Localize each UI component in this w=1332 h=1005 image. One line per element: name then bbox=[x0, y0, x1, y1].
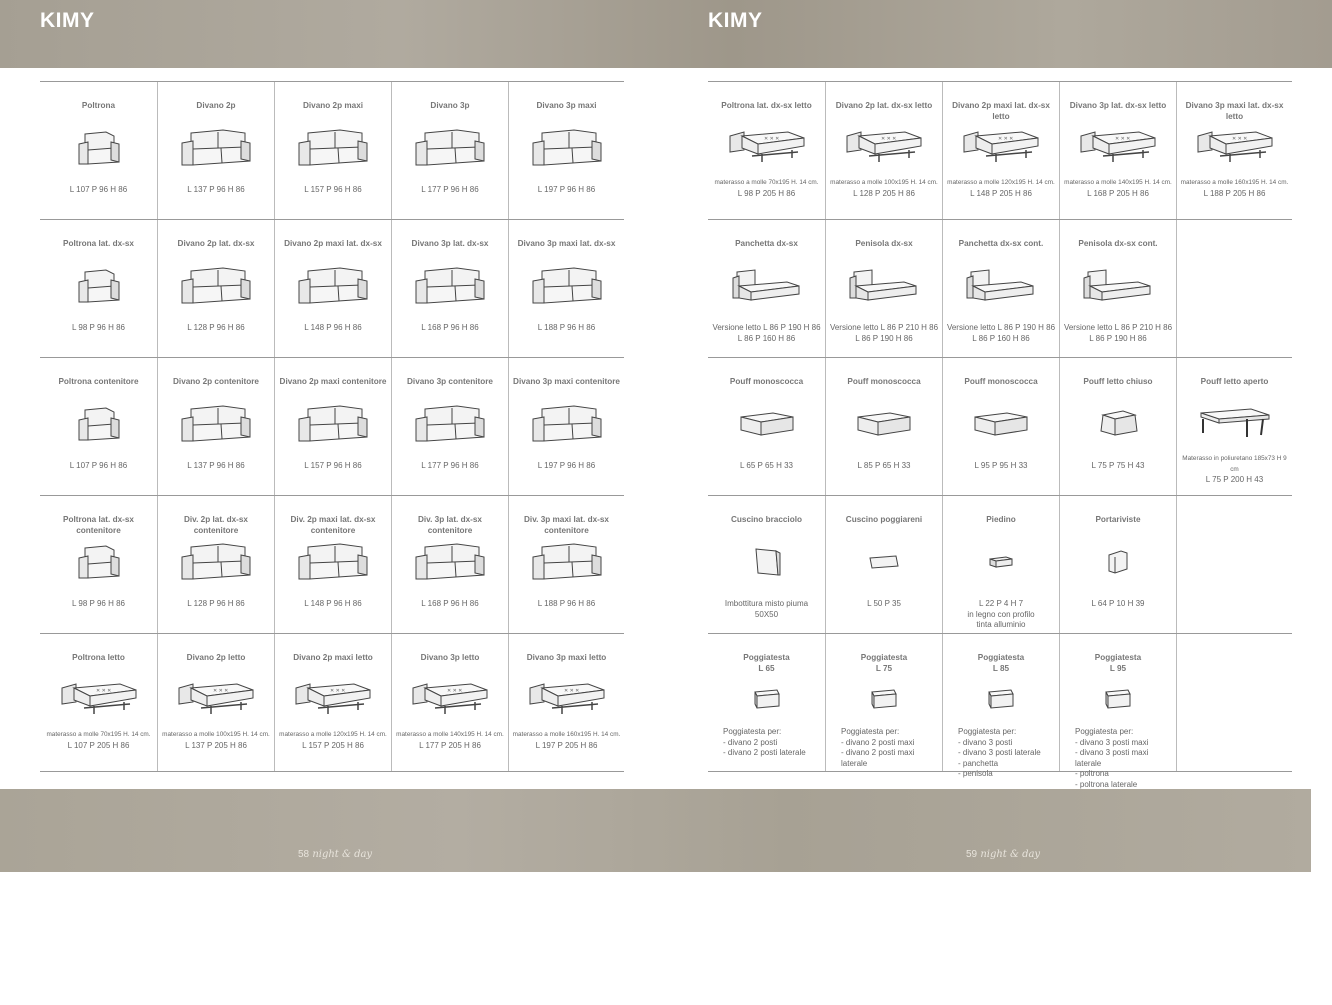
product-dimensions bbox=[510, 730, 623, 751]
product-name: Divano 2p contenitore bbox=[173, 377, 259, 386]
cushion-icon bbox=[708, 536, 825, 588]
grid-row bbox=[40, 634, 624, 772]
dimension-text: L 177 P 205 H 86 bbox=[419, 740, 481, 750]
product-dimensions: L 168 P 96 H 86 bbox=[421, 323, 479, 332]
empty-cell bbox=[1176, 220, 1292, 357]
product-cell-div-3p-maxi-lat-dx-sx-contenitore bbox=[508, 496, 624, 633]
product-cell-divano-2p-letto bbox=[157, 634, 274, 771]
product-name: Poggiatesta L 85 bbox=[977, 653, 1025, 673]
product-dimensions bbox=[709, 178, 824, 199]
product-name: Divano 3p lat. dx-sx bbox=[411, 239, 489, 248]
product-cell-div-2p-lat-dx-sx-contenitore bbox=[157, 496, 274, 633]
sofa2-icon bbox=[275, 536, 391, 588]
product-name: Portariviste bbox=[1095, 515, 1141, 524]
grid-row bbox=[708, 358, 1292, 496]
chaise-icon bbox=[1060, 260, 1176, 312]
product-name: Divano 3p bbox=[430, 101, 470, 110]
product-cell-divano-2p-contenitore bbox=[157, 358, 274, 495]
mattress-note: materasso a molle 70x195 H. 14 cm. bbox=[714, 179, 819, 186]
product-name: Divano 2p maxi lat. dx-sx bbox=[284, 239, 382, 248]
product-cell-piedino bbox=[942, 496, 1059, 633]
product-name: Divano 2p maxi contenitore bbox=[279, 377, 387, 386]
product-dimensions: Poggiatesta per: - divano 3 posti maxi - divano 3 posti maxi laterale - poltrona - poltrona laterale bbox=[1075, 727, 1149, 789]
product-cell-pouff-monoscocca bbox=[825, 358, 942, 495]
product-name: Divano 2p maxi lat. dx-sx letto bbox=[952, 101, 1050, 121]
product-dimensions bbox=[393, 730, 507, 751]
product-name: Div. 2p lat. dx-sx contenitore bbox=[183, 515, 248, 535]
product-dimensions: L 157 P 96 H 86 bbox=[304, 461, 362, 470]
product-dimensions: L 188 P 96 H 86 bbox=[537, 323, 596, 332]
product-cell-poltrona-lat-dx-sx-contenitore bbox=[40, 496, 157, 633]
svg-text:✕ ✕ ✕: ✕ ✕ ✕ bbox=[763, 136, 779, 142]
product-name: Pouff monoscocca bbox=[847, 377, 921, 386]
headrest-icon bbox=[1060, 674, 1176, 726]
header-band bbox=[0, 0, 1332, 68]
page-number: 59 bbox=[966, 849, 978, 860]
product-cell-pouff-letto-chiuso bbox=[1059, 358, 1176, 495]
dimension-text: L 137 P 205 H 86 bbox=[185, 740, 247, 750]
lumbar-icon bbox=[826, 536, 942, 588]
headrest-icon bbox=[708, 674, 825, 726]
product-dimensions bbox=[41, 730, 156, 751]
sofa2-icon bbox=[158, 260, 274, 312]
sofa2-icon bbox=[275, 122, 391, 174]
product-cell-pouff-letto-aperto bbox=[1176, 358, 1292, 495]
grid-row bbox=[40, 82, 624, 220]
grid-row bbox=[708, 634, 1292, 789]
product-cell-divano-2p-maxi-contenitore bbox=[274, 358, 391, 495]
product-name: Poltrona bbox=[81, 101, 116, 110]
headrest-icon bbox=[826, 674, 942, 726]
foot-icon bbox=[943, 536, 1059, 588]
dimension-text: L 107 P 205 H 86 bbox=[67, 740, 130, 750]
product-dimensions: L 177 P 96 H 86 bbox=[421, 461, 479, 470]
product-name: Divano 3p maxi lat. dx-sx bbox=[517, 239, 616, 248]
cot-icon bbox=[1177, 398, 1292, 450]
product-dimensions: L 188 P 96 H 86 bbox=[537, 599, 596, 608]
product-name: Divano 3p maxi letto bbox=[526, 653, 607, 662]
product-dimensions: Poggiatesta per: - divano 3 posti - divano 3 posti laterale - panchetta - penisola bbox=[958, 727, 1041, 778]
product-cell-penisola-dx-sx-cont bbox=[1059, 220, 1176, 357]
product-cell-cuscino-poggiareni bbox=[825, 496, 942, 633]
product-name: Penisola dx-sx cont. bbox=[1078, 239, 1158, 248]
product-name: Div. 3p lat. dx-sx contenitore bbox=[417, 515, 482, 535]
page-number-left bbox=[298, 849, 372, 860]
mattress-note: materasso a molle 70x195 H. 14 cm. bbox=[46, 731, 151, 738]
product-cell-div-3p-lat-dx-sx-contenitore bbox=[391, 496, 508, 633]
product-cell-divano-3p-lat-dx-sx-letto bbox=[1059, 82, 1176, 219]
sofa2-icon bbox=[392, 398, 508, 450]
mattress-note: Materasso in poliuretano 185x73 H 9 cm bbox=[1182, 455, 1287, 473]
product-dimensions bbox=[1061, 178, 1175, 199]
mattress-note: materasso a molle 160x195 H. 14 cm. bbox=[512, 731, 621, 738]
armchair-icon bbox=[40, 398, 157, 450]
empty-cell bbox=[1176, 496, 1292, 633]
product-name: Poggiatesta L 65 bbox=[743, 653, 790, 673]
dimension-text: L 98 P 205 H 86 bbox=[737, 188, 796, 198]
product-dimensions: L 197 P 96 H 86 bbox=[537, 461, 596, 470]
product-name: Div. 3p maxi lat. dx-sx contenitore bbox=[524, 515, 609, 535]
product-cell-penisola-dx-sx bbox=[825, 220, 942, 357]
sofa2-icon bbox=[509, 398, 624, 450]
product-cell-poggiatesta-l-65 bbox=[708, 634, 825, 771]
product-grid-left bbox=[40, 81, 624, 772]
product-dimensions: Versione letto L 86 P 190 H 86 L 86 P 160 H 86 bbox=[946, 323, 1056, 343]
product-dimensions: L 148 P 96 H 86 bbox=[304, 599, 362, 608]
product-dimensions: L 148 P 96 H 86 bbox=[304, 323, 362, 332]
product-dimensions: L 137 P 96 H 86 bbox=[187, 185, 245, 194]
dimension-text: L 168 P 205 H 86 bbox=[1087, 188, 1149, 198]
product-cell-poltrona-contenitore bbox=[40, 358, 157, 495]
pouf-icon bbox=[708, 398, 825, 450]
product-cell-poltrona-letto bbox=[40, 634, 157, 771]
dimension-text: L 148 P 205 H 86 bbox=[970, 188, 1032, 198]
product-cell-divano-3p-contenitore bbox=[391, 358, 508, 495]
product-cell-div-2p-maxi-lat-dx-sx-contenitore bbox=[274, 496, 391, 633]
svg-text:✕ ✕ ✕: ✕ ✕ ✕ bbox=[1231, 136, 1247, 142]
rack-icon bbox=[1060, 536, 1176, 588]
product-name: Poltrona letto bbox=[72, 653, 125, 662]
product-cell-divano-3p-maxi bbox=[508, 82, 624, 219]
page-number-right bbox=[966, 849, 1040, 860]
product-name: Divano 2p lat. dx-sx letto bbox=[835, 101, 933, 110]
mattress-note: materasso a molle 100x195 H. 14 cm. bbox=[162, 731, 270, 738]
sofa2-icon bbox=[392, 536, 508, 588]
product-name: Divano 2p bbox=[196, 101, 236, 110]
product-name: Penisola dx-sx bbox=[855, 239, 913, 248]
sofa2-icon bbox=[509, 536, 624, 588]
bed-icon bbox=[1177, 122, 1292, 174]
product-name: Divano 2p maxi bbox=[302, 101, 364, 110]
product-dimensions: L 75 P 75 H 43 bbox=[1091, 461, 1145, 470]
headrest-icon bbox=[943, 674, 1059, 726]
product-cell-portariviste bbox=[1059, 496, 1176, 633]
product-name: Poltrona lat. dx-sx letto bbox=[721, 101, 812, 110]
product-cell-divano-2p bbox=[157, 82, 274, 219]
brand-title-right: KIMY bbox=[708, 9, 763, 32]
sofa2-icon bbox=[158, 536, 274, 588]
bed-icon bbox=[943, 122, 1059, 174]
bed-icon bbox=[392, 674, 508, 726]
product-name: Divano 2p maxi letto bbox=[293, 653, 373, 662]
product-name: Piedino bbox=[986, 515, 1016, 524]
armchair-icon bbox=[40, 536, 157, 588]
bed-icon bbox=[708, 122, 825, 174]
product-cell-poltrona-lat-dx-sx-letto bbox=[708, 82, 825, 219]
poufbed-icon bbox=[1060, 398, 1176, 450]
mattress-note: materasso a molle 120x195 H. 14 cm. bbox=[279, 731, 387, 738]
dimension-text: L 197 P 205 H 86 bbox=[535, 740, 598, 750]
product-name: Poggiatesta L 95 bbox=[1094, 653, 1142, 673]
dimension-text: L 157 P 205 H 86 bbox=[302, 740, 364, 750]
dimension-text: L 188 P 205 H 86 bbox=[1203, 188, 1266, 198]
product-dimensions: L 107 P 96 H 86 bbox=[69, 461, 128, 470]
product-cell-divano-2p-maxi-letto bbox=[274, 634, 391, 771]
product-dimensions bbox=[827, 178, 941, 199]
product-dimensions bbox=[276, 730, 390, 751]
sofa2-icon bbox=[158, 398, 274, 450]
mattress-note: materasso a molle 140x195 H. 14 cm. bbox=[396, 731, 504, 738]
product-cell-divano-2p-lat-dx-sx-letto bbox=[825, 82, 942, 219]
sofa2-icon bbox=[509, 122, 624, 174]
sofa2-icon bbox=[158, 122, 274, 174]
svg-text:✕ ✕ ✕: ✕ ✕ ✕ bbox=[447, 688, 463, 694]
product-cell-pouff-monoscocca bbox=[708, 358, 825, 495]
product-name: Poggiatesta L 75 bbox=[860, 653, 908, 673]
product-name: Pouff monoscocca bbox=[964, 377, 1038, 386]
product-cell-divano-2p-lat-dx-sx bbox=[157, 220, 274, 357]
svg-text:✕ ✕ ✕: ✕ ✕ ✕ bbox=[330, 688, 346, 694]
grid-row bbox=[708, 220, 1292, 358]
pouf-icon bbox=[826, 398, 942, 450]
product-name: Poltrona lat. dx-sx bbox=[63, 239, 134, 248]
product-cell-poggiatesta-l-75 bbox=[825, 634, 942, 771]
product-dimensions bbox=[944, 178, 1058, 199]
sofa2-icon bbox=[275, 260, 391, 312]
mattress-note: materasso a molle 100x195 H. 14 cm. bbox=[830, 179, 938, 186]
product-dimensions: Poggiatesta per: - divano 2 posti - divano 2 posti laterale bbox=[723, 727, 806, 757]
product-dimensions: L 168 P 96 H 86 bbox=[421, 599, 479, 608]
folio-tagline: night & day bbox=[312, 849, 373, 860]
product-dimensions: Versione letto L 86 P 210 H 86 L 86 P 190 H 86 bbox=[1063, 323, 1173, 343]
svg-text:✕ ✕ ✕: ✕ ✕ ✕ bbox=[213, 688, 229, 694]
armchair-icon bbox=[40, 260, 157, 312]
product-cell-poltrona-lat-dx-sx bbox=[40, 220, 157, 357]
product-dimensions: L 98 P 96 H 86 bbox=[72, 323, 125, 332]
product-dimensions: L 95 P 95 H 33 bbox=[974, 461, 1028, 470]
product-cell-panchetta-dx-sx-cont bbox=[942, 220, 1059, 357]
chaise-icon bbox=[826, 260, 942, 312]
page-number: 58 bbox=[298, 849, 310, 860]
product-dimensions: L 65 P 65 H 33 bbox=[740, 461, 793, 470]
sofa2-icon bbox=[275, 398, 391, 450]
bed-icon bbox=[275, 674, 391, 726]
mattress-note: materasso a molle 140x195 H. 14 cm. bbox=[1064, 179, 1172, 186]
product-dimensions: L 197 P 96 H 86 bbox=[537, 185, 596, 194]
product-name: Divano 3p maxi lat. dx-sx letto bbox=[1185, 101, 1284, 121]
pouf-icon bbox=[943, 398, 1059, 450]
product-name: Divano 3p maxi bbox=[536, 101, 597, 110]
sofa2-icon bbox=[392, 122, 508, 174]
product-dimensions: Versione letto L 86 P 190 H 86 L 86 P 160 H 86 bbox=[712, 323, 821, 343]
bed-icon bbox=[40, 674, 157, 726]
product-name: Divano 2p lat. dx-sx bbox=[177, 239, 255, 248]
product-cell-panchetta-dx-sx bbox=[708, 220, 825, 357]
product-dimensions: L 50 P 35 bbox=[867, 599, 901, 608]
chaise-icon bbox=[708, 260, 825, 312]
product-dimensions bbox=[1178, 454, 1291, 486]
product-dimensions: Poggiatesta per: - divano 2 posti maxi - divano 2 posti maxi laterale bbox=[841, 727, 915, 768]
product-cell-cuscino-bracciolo bbox=[708, 496, 825, 633]
product-name: Panchetta dx-sx cont. bbox=[958, 239, 1044, 248]
armchair-icon bbox=[40, 122, 157, 174]
product-name: Pouff letto chiuso bbox=[1083, 377, 1153, 386]
dimension-text: L 75 P 200 H 43 bbox=[1205, 475, 1264, 484]
grid-row bbox=[708, 82, 1292, 220]
product-name: Poltrona contenitore bbox=[58, 377, 139, 386]
footer-band bbox=[0, 789, 1311, 872]
product-cell-poltrona bbox=[40, 82, 157, 219]
product-cell-divano-3p-maxi-lat-dx-sx bbox=[508, 220, 624, 357]
chaise-icon bbox=[943, 260, 1059, 312]
grid-row bbox=[40, 496, 624, 634]
product-dimensions: L 107 P 96 H 86 bbox=[69, 185, 128, 194]
product-name: Div. 2p maxi lat. dx-sx contenitore bbox=[290, 515, 376, 535]
product-dimensions: L 128 P 96 H 86 bbox=[187, 599, 245, 608]
product-name: Pouff letto aperto bbox=[1200, 377, 1269, 386]
grid-row bbox=[708, 496, 1292, 634]
product-grid-right bbox=[708, 81, 1292, 789]
product-dimensions: L 64 P 10 H 39 bbox=[1091, 599, 1145, 608]
product-cell-divano-3p bbox=[391, 82, 508, 219]
grid-row bbox=[40, 358, 624, 496]
bed-icon bbox=[826, 122, 942, 174]
sofa2-icon bbox=[392, 260, 508, 312]
product-dimensions bbox=[1178, 178, 1291, 199]
product-name: Pouff monoscocca bbox=[729, 377, 804, 386]
product-cell-divano-3p-maxi-letto bbox=[508, 634, 624, 771]
product-dimensions bbox=[159, 730, 273, 751]
sofa2-icon bbox=[509, 260, 624, 312]
folio-tagline: night & day bbox=[980, 849, 1041, 860]
product-cell-poggiatesta-l-95 bbox=[1059, 634, 1176, 789]
product-cell-divano-3p-maxi-lat-dx-sx-letto bbox=[1176, 82, 1292, 219]
product-cell-pouff-monoscocca bbox=[942, 358, 1059, 495]
product-dimensions: L 128 P 96 H 86 bbox=[187, 323, 245, 332]
bed-icon bbox=[158, 674, 274, 726]
product-dimensions: L 137 P 96 H 86 bbox=[187, 461, 245, 470]
brand-title-left: KIMY bbox=[40, 9, 95, 32]
svg-text:✕ ✕ ✕: ✕ ✕ ✕ bbox=[881, 136, 897, 142]
product-name: Poltrona lat. dx-sx contenitore bbox=[63, 515, 134, 535]
product-cell-divano-3p-maxi-contenitore bbox=[508, 358, 624, 495]
svg-text:✕ ✕ ✕: ✕ ✕ ✕ bbox=[998, 136, 1014, 142]
product-name: Panchetta dx-sx bbox=[735, 239, 798, 248]
product-cell-divano-3p-lat-dx-sx bbox=[391, 220, 508, 357]
product-dimensions: L 98 P 96 H 86 bbox=[72, 599, 125, 608]
mattress-note: materasso a molle 160x195 H. 14 cm. bbox=[1180, 179, 1289, 186]
product-name: Cuscino bracciolo bbox=[731, 515, 802, 524]
svg-text:✕ ✕ ✕: ✕ ✕ ✕ bbox=[563, 688, 579, 694]
bed-icon bbox=[509, 674, 624, 726]
dimension-text: L 128 P 205 H 86 bbox=[853, 188, 915, 198]
product-cell-divano-2p-maxi-lat-dx-sx-letto bbox=[942, 82, 1059, 219]
product-cell-poggiatesta-l-85 bbox=[942, 634, 1059, 778]
product-name: Divano 3p maxi contenitore bbox=[513, 377, 620, 386]
product-cell-divano-2p-maxi bbox=[274, 82, 391, 219]
product-dimensions: L 157 P 96 H 86 bbox=[304, 185, 362, 194]
svg-text:✕ ✕ ✕: ✕ ✕ ✕ bbox=[1115, 136, 1131, 142]
product-name: Cuscino poggiareni bbox=[845, 515, 923, 524]
product-name: Divano 3p lat. dx-sx letto bbox=[1069, 101, 1167, 110]
bed-icon bbox=[1060, 122, 1176, 174]
product-dimensions: L 177 P 96 H 86 bbox=[421, 185, 479, 194]
empty-cell bbox=[1176, 634, 1292, 771]
svg-text:✕ ✕ ✕: ✕ ✕ ✕ bbox=[95, 688, 111, 694]
product-dimensions: Versione letto L 86 P 210 H 86 L 86 P 190 H 86 bbox=[829, 323, 939, 343]
product-dimensions: Imbottitura misto piuma 50X50 bbox=[724, 599, 809, 619]
product-cell-divano-2p-maxi-lat-dx-sx bbox=[274, 220, 391, 357]
grid-row bbox=[40, 220, 624, 358]
product-dimensions: L 85 P 65 H 33 bbox=[857, 461, 911, 470]
product-name: Divano 3p contenitore bbox=[407, 377, 493, 386]
product-name: Divano 3p letto bbox=[420, 653, 480, 662]
product-cell-divano-3p-letto bbox=[391, 634, 508, 771]
product-name: Divano 2p letto bbox=[186, 653, 246, 662]
mattress-note: materasso a molle 120x195 H. 14 cm. bbox=[947, 179, 1055, 186]
product-dimensions: L 22 P 4 H 7 in legno con profilo tinta alluminio bbox=[967, 599, 1035, 629]
